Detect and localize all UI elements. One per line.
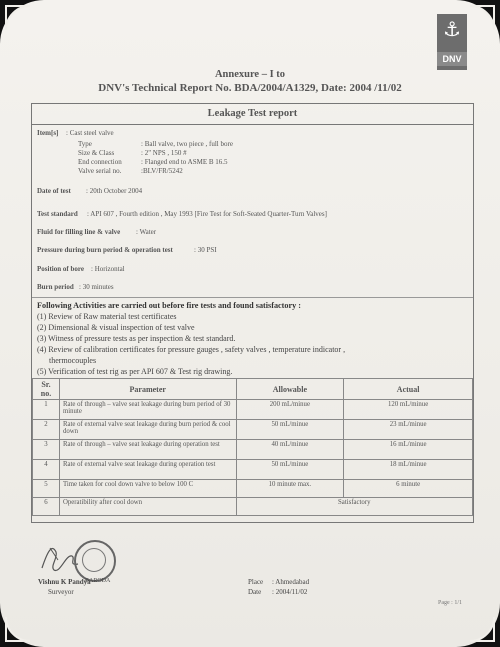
bore-position-label: Position of bore (37, 265, 84, 273)
report-title: Leakage Test report (32, 104, 473, 125)
row-allowable: 10 minute max. (236, 480, 344, 498)
detail-label-serial: Valve serial no. (78, 167, 122, 175)
detail-value-type: : Ball valve, two piece , full bore (141, 140, 233, 148)
burn-period-label: Burn period (37, 283, 74, 291)
annexure-heading: Annexure – I to (214, 69, 286, 80)
row-sr: 5 (33, 480, 60, 498)
header-actual: Actual (344, 379, 473, 400)
table-row (33, 460, 473, 480)
place-label: Place (248, 578, 264, 586)
date-value: : 2004/11/02 (272, 588, 308, 596)
row-actual: 120 mL/minue (344, 400, 473, 420)
row-parameter: Rate of external valve seat leakage during operation test (59, 460, 236, 480)
table-row (33, 498, 473, 516)
anchor-icon: ⚓ (443, 17, 461, 41)
leakage-results-table (32, 378, 473, 516)
pressure-label: Pressure during burn period & operation test (37, 246, 173, 254)
fluid-label: Fluid for filling line & valve (37, 228, 121, 236)
stamp-city: BARODA (85, 578, 111, 584)
date-label: Date (248, 588, 262, 596)
surveyor-name: Vishnu K Pandya (38, 578, 91, 586)
dnv-logo (437, 14, 467, 70)
table-row (33, 400, 473, 420)
row-actual: 16 mL/minue (344, 440, 473, 460)
date-of-test-label: Date of test (37, 187, 71, 195)
section-divider (32, 297, 473, 298)
leakage-test-report-box (31, 103, 474, 523)
items-label: Item[s] (37, 129, 59, 137)
activity-item: (5) Verification of test rig as per API 607 & Test rig drawing. (37, 367, 233, 376)
row-actual: 6 minute (344, 480, 473, 498)
surveyor-role: Surveyor (48, 588, 74, 596)
row-allowable: 50 mL/minue (236, 420, 344, 440)
date-of-test-value: : 20th October 2004 (86, 187, 143, 195)
burn-period-value: : 30 minutes (79, 283, 114, 291)
activities-heading: Following Activities are carried out before fire tests and found satisfactory : (37, 301, 302, 310)
row-sr: 2 (33, 420, 60, 440)
corner-ornament-top-left (0, 0, 44, 44)
header-allowable: Allowable (236, 379, 344, 400)
activity-item: (1) Review of Raw material test certificates (37, 312, 177, 321)
item-name: : Cast steel valve (66, 129, 114, 137)
row-sr: 1 (33, 400, 60, 420)
row-allowable: 50 mL/minue (236, 460, 344, 480)
activity-item: (3) Witness of pressure tests as per inspection & test standard. (37, 334, 236, 343)
test-standard-label: Test standard (37, 210, 78, 218)
detail-label-size: Size & Class (78, 149, 115, 157)
page-number: Page : 1/1 (438, 600, 462, 606)
fluid-value: : Water (136, 228, 157, 236)
activity-item: (4) Review of calibration certificates for pressure gauges , safety valves , temperature indicator , (37, 345, 346, 354)
detail-value-end-connection: : Flanged end to ASME B 16.5 (141, 158, 228, 166)
row-merged-result: Satisfactory (236, 498, 473, 516)
row-sr: 3 (33, 440, 60, 460)
bore-position-value: : Horizontal (91, 265, 125, 273)
stamp-inner-ring (82, 548, 106, 572)
activity-item: (2) Dimensional & visual inspection of test valve (37, 323, 195, 332)
row-allowable: 200 mL/minue (236, 400, 344, 420)
row-parameter: Rate of external valve seat leakage during burn period & cool down (59, 420, 236, 440)
row-allowable: 40 mL/minue (236, 440, 344, 460)
pressure-value: : 30 PSI (194, 246, 217, 254)
row-sr: 6 (33, 498, 60, 516)
row-parameter: Operatibility after cool down (59, 498, 236, 516)
dnv-logo-text: DNV (437, 52, 467, 66)
corner-ornament-bottom-right (456, 603, 500, 647)
place-value: : Ahmedabad (272, 578, 310, 586)
row-sr: 4 (33, 460, 60, 480)
detail-label-type: Type (78, 140, 92, 148)
report-reference: DNV's Technical Report No. BDA/2004/A1329, Date: 2004 /11/02 (98, 82, 402, 94)
detail-value-serial: :BLV/FR/5242 (141, 167, 183, 175)
corner-ornament-bottom-left (0, 603, 44, 647)
row-actual: 23 mL/minue (344, 420, 473, 440)
table-row (33, 440, 473, 460)
detail-label-end-connection: End connection (78, 158, 122, 166)
header-sr-no: Sr. no. (33, 379, 60, 400)
table-row (33, 480, 473, 498)
row-actual: 18 mL/minue (344, 460, 473, 480)
activity-item: thermocouples (37, 356, 97, 365)
header-parameter: Parameter (59, 379, 236, 400)
row-parameter: Rate of through – valve seat leakage during operation test (59, 440, 236, 460)
test-standard-value: : API 607 , Fourth edition , May 1993 [Fire Test for Soft-Seated Quarter-Turn Valves] (87, 210, 327, 218)
table-header-row (33, 379, 473, 400)
dnv-stamp (74, 540, 116, 582)
table-row (33, 420, 473, 440)
row-parameter: Rate of through – valve seat leakage during burn period of 30 minute (59, 400, 236, 420)
row-parameter: Time taken for cool down valve to below 100 C (59, 480, 236, 498)
detail-value-size: : 2" NPS , 150 # (141, 149, 187, 157)
